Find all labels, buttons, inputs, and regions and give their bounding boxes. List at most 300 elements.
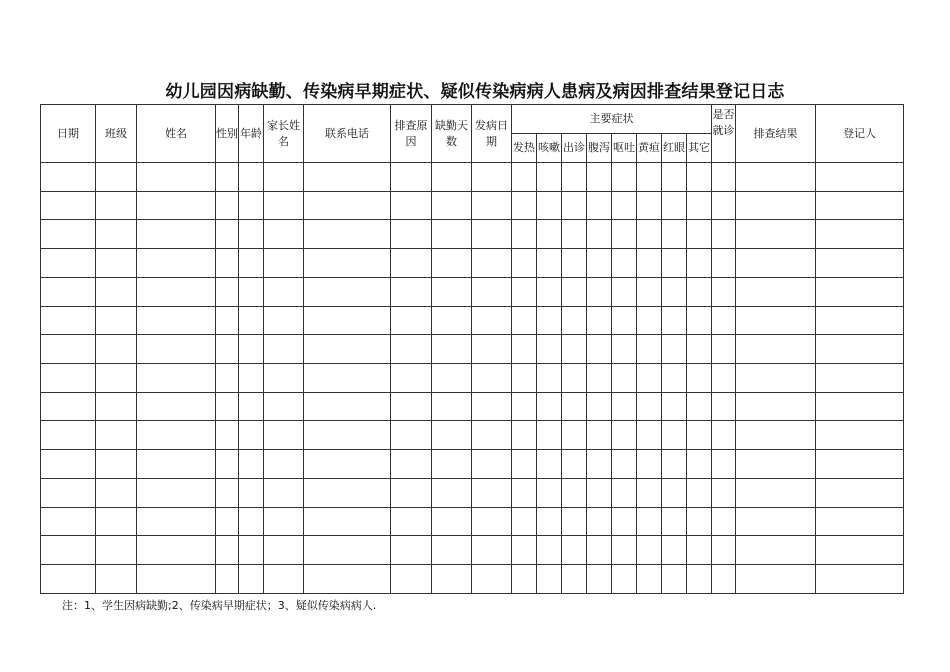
table-cell[interactable] (816, 507, 904, 536)
table-cell[interactable] (472, 392, 512, 421)
table-cell[interactable] (587, 277, 612, 306)
table-cell[interactable] (712, 306, 736, 335)
table-cell[interactable] (96, 306, 137, 335)
table-cell[interactable] (264, 220, 304, 249)
table-cell[interactable] (537, 306, 562, 335)
table-cell[interactable] (612, 249, 637, 278)
table-cell[interactable] (712, 565, 736, 594)
table-cell[interactable] (432, 220, 472, 249)
table-cell[interactable] (304, 277, 391, 306)
table-cell[interactable] (712, 277, 736, 306)
table-cell[interactable] (612, 220, 637, 249)
table-cell[interactable] (687, 507, 712, 536)
table-cell[interactable] (239, 249, 264, 278)
table-cell[interactable] (239, 220, 264, 249)
table-cell[interactable] (537, 249, 562, 278)
table-cell[interactable] (587, 565, 612, 594)
table-cell[interactable] (612, 335, 637, 364)
table-cell[interactable] (562, 507, 587, 536)
table-cell[interactable] (612, 450, 637, 479)
table-cell[interactable] (41, 220, 96, 249)
table-cell[interactable] (736, 249, 816, 278)
table-cell[interactable] (736, 364, 816, 393)
table-cell[interactable] (662, 163, 687, 192)
table-cell[interactable] (512, 249, 537, 278)
table-cell[interactable] (239, 306, 264, 335)
table-cell[interactable] (41, 536, 96, 565)
table-cell[interactable] (239, 421, 264, 450)
table-cell[interactable] (264, 536, 304, 565)
table-cell[interactable] (562, 565, 587, 594)
table-cell[interactable] (512, 536, 537, 565)
table-cell[interactable] (637, 335, 662, 364)
table-cell[interactable] (216, 478, 239, 507)
table-cell[interactable] (662, 249, 687, 278)
table-cell[interactable] (216, 306, 239, 335)
table-cell[interactable] (662, 220, 687, 249)
table-cell[interactable] (472, 364, 512, 393)
table-cell[interactable] (432, 163, 472, 192)
table-cell[interactable] (537, 364, 562, 393)
table-cell[interactable] (304, 450, 391, 479)
table-cell[interactable] (562, 364, 587, 393)
table-cell[interactable] (472, 306, 512, 335)
table-cell[interactable] (537, 163, 562, 192)
table-cell[interactable] (41, 450, 96, 479)
table-cell[interactable] (537, 191, 562, 220)
table-cell[interactable] (216, 364, 239, 393)
table-cell[interactable] (816, 163, 904, 192)
table-cell[interactable] (137, 565, 216, 594)
table-cell[interactable] (816, 335, 904, 364)
table-cell[interactable] (736, 220, 816, 249)
table-cell[interactable] (687, 392, 712, 421)
table-cell[interactable] (239, 478, 264, 507)
table-cell[interactable] (41, 163, 96, 192)
table-cell[interactable] (391, 392, 432, 421)
table-cell[interactable] (712, 421, 736, 450)
table-cell[interactable] (736, 277, 816, 306)
table-cell[interactable] (96, 565, 137, 594)
table-cell[interactable] (637, 163, 662, 192)
table-cell[interactable] (816, 565, 904, 594)
table-cell[interactable] (304, 335, 391, 364)
table-cell[interactable] (472, 478, 512, 507)
table-cell[interactable] (304, 364, 391, 393)
table-cell[interactable] (562, 421, 587, 450)
table-cell[interactable] (637, 220, 662, 249)
table-cell[interactable] (662, 306, 687, 335)
table-cell[interactable] (239, 335, 264, 364)
table-cell[interactable] (391, 220, 432, 249)
table-cell[interactable] (216, 335, 239, 364)
table-cell[interactable] (712, 392, 736, 421)
table-cell[interactable] (264, 163, 304, 192)
table-cell[interactable] (637, 478, 662, 507)
table-cell[interactable] (239, 364, 264, 393)
table-cell[interactable] (264, 392, 304, 421)
table-cell[interactable] (662, 478, 687, 507)
table-cell[interactable] (239, 392, 264, 421)
table-cell[interactable] (537, 536, 562, 565)
table-cell[interactable] (432, 191, 472, 220)
table-cell[interactable] (662, 277, 687, 306)
table-cell[interactable] (662, 421, 687, 450)
table-cell[interactable] (472, 335, 512, 364)
table-cell[interactable] (612, 191, 637, 220)
table-cell[interactable] (687, 478, 712, 507)
table-cell[interactable] (391, 249, 432, 278)
table-cell[interactable] (391, 421, 432, 450)
table-cell[interactable] (432, 565, 472, 594)
table-cell[interactable] (562, 392, 587, 421)
table-cell[interactable] (472, 249, 512, 278)
table-cell[interactable] (736, 421, 816, 450)
table-cell[interactable] (432, 421, 472, 450)
table-cell[interactable] (216, 392, 239, 421)
table-cell[interactable] (432, 249, 472, 278)
table-cell[interactable] (687, 306, 712, 335)
table-cell[interactable] (562, 536, 587, 565)
table-cell[interactable] (612, 392, 637, 421)
table-cell[interactable] (537, 478, 562, 507)
table-cell[interactable] (216, 277, 239, 306)
table-cell[interactable] (612, 277, 637, 306)
table-cell[interactable] (96, 191, 137, 220)
table-cell[interactable] (41, 364, 96, 393)
table-cell[interactable] (304, 191, 391, 220)
table-cell[interactable] (216, 191, 239, 220)
table-cell[interactable] (264, 565, 304, 594)
table-cell[interactable] (304, 249, 391, 278)
table-cell[interactable] (816, 220, 904, 249)
table-cell[interactable] (662, 364, 687, 393)
table-cell[interactable] (816, 536, 904, 565)
table-cell[interactable] (304, 220, 391, 249)
table-cell[interactable] (264, 277, 304, 306)
table-cell[interactable] (687, 450, 712, 479)
table-cell[interactable] (662, 565, 687, 594)
table-cell[interactable] (537, 450, 562, 479)
table-cell[interactable] (264, 478, 304, 507)
table-cell[interactable] (587, 421, 612, 450)
table-cell[interactable] (96, 421, 137, 450)
table-cell[interactable] (472, 191, 512, 220)
table-cell[interactable] (816, 191, 904, 220)
table-cell[interactable] (612, 306, 637, 335)
table-cell[interactable] (512, 392, 537, 421)
table-cell[interactable] (816, 364, 904, 393)
table-cell[interactable] (216, 163, 239, 192)
table-cell[interactable] (137, 450, 216, 479)
table-cell[interactable] (612, 536, 637, 565)
table-cell[interactable] (472, 421, 512, 450)
table-cell[interactable] (712, 478, 736, 507)
table-cell[interactable] (472, 507, 512, 536)
table-cell[interactable] (239, 450, 264, 479)
table-cell[interactable] (391, 565, 432, 594)
table-cell[interactable] (512, 565, 537, 594)
table-cell[interactable] (264, 364, 304, 393)
table-cell[interactable] (587, 478, 612, 507)
table-cell[interactable] (137, 392, 216, 421)
table-cell[interactable] (264, 306, 304, 335)
table-cell[interactable] (41, 421, 96, 450)
table-cell[interactable] (41, 507, 96, 536)
table-cell[interactable] (562, 277, 587, 306)
table-cell[interactable] (304, 163, 391, 192)
table-cell[interactable] (612, 163, 637, 192)
table-cell[interactable] (712, 335, 736, 364)
table-cell[interactable] (137, 191, 216, 220)
table-cell[interactable] (41, 249, 96, 278)
table-cell[interactable] (137, 249, 216, 278)
table-cell[interactable] (432, 507, 472, 536)
table-cell[interactable] (587, 220, 612, 249)
table-cell[interactable] (712, 163, 736, 192)
table-cell[interactable] (216, 450, 239, 479)
table-cell[interactable] (41, 478, 96, 507)
table-cell[interactable] (612, 507, 637, 536)
table-cell[interactable] (562, 191, 587, 220)
table-cell[interactable] (432, 536, 472, 565)
table-cell[interactable] (391, 450, 432, 479)
table-cell[interactable] (687, 220, 712, 249)
table-cell[interactable] (96, 478, 137, 507)
table-cell[interactable] (216, 249, 239, 278)
table-cell[interactable] (96, 249, 137, 278)
table-cell[interactable] (712, 536, 736, 565)
table-cell[interactable] (391, 163, 432, 192)
table-cell[interactable] (562, 163, 587, 192)
table-cell[interactable] (736, 191, 816, 220)
table-cell[interactable] (537, 277, 562, 306)
table-cell[interactable] (637, 249, 662, 278)
table-cell[interactable] (512, 163, 537, 192)
table-cell[interactable] (736, 536, 816, 565)
table-cell[interactable] (41, 306, 96, 335)
table-cell[interactable] (96, 335, 137, 364)
table-cell[interactable] (687, 191, 712, 220)
table-cell[interactable] (587, 450, 612, 479)
table-cell[interactable] (96, 450, 137, 479)
table-cell[interactable] (137, 306, 216, 335)
table-cell[interactable] (637, 565, 662, 594)
table-cell[interactable] (637, 421, 662, 450)
table-cell[interactable] (304, 536, 391, 565)
table-cell[interactable] (816, 306, 904, 335)
table-cell[interactable] (96, 277, 137, 306)
table-cell[interactable] (137, 536, 216, 565)
table-cell[interactable] (264, 507, 304, 536)
table-cell[interactable] (432, 478, 472, 507)
table-cell[interactable] (96, 536, 137, 565)
table-cell[interactable] (736, 478, 816, 507)
table-cell[interactable] (41, 277, 96, 306)
table-cell[interactable] (137, 163, 216, 192)
table-cell[interactable] (264, 191, 304, 220)
table-cell[interactable] (512, 220, 537, 249)
table-cell[interactable] (432, 392, 472, 421)
table-cell[interactable] (562, 306, 587, 335)
table-cell[interactable] (391, 306, 432, 335)
table-cell[interactable] (512, 364, 537, 393)
table-cell[interactable] (637, 364, 662, 393)
table-cell[interactable] (137, 507, 216, 536)
table-cell[interactable] (712, 191, 736, 220)
table-cell[interactable] (304, 421, 391, 450)
table-cell[interactable] (137, 220, 216, 249)
table-cell[interactable] (239, 507, 264, 536)
table-cell[interactable] (391, 335, 432, 364)
table-cell[interactable] (137, 478, 216, 507)
table-cell[interactable] (612, 565, 637, 594)
table-cell[interactable] (264, 335, 304, 364)
table-cell[interactable] (432, 277, 472, 306)
table-cell[interactable] (687, 163, 712, 192)
table-cell[interactable] (512, 277, 537, 306)
table-cell[interactable] (96, 392, 137, 421)
table-cell[interactable] (612, 364, 637, 393)
table-cell[interactable] (472, 220, 512, 249)
table-cell[interactable] (612, 478, 637, 507)
table-cell[interactable] (216, 536, 239, 565)
table-cell[interactable] (391, 277, 432, 306)
table-cell[interactable] (587, 163, 612, 192)
table-cell[interactable] (537, 392, 562, 421)
table-cell[interactable] (637, 450, 662, 479)
table-cell[interactable] (712, 220, 736, 249)
table-cell[interactable] (712, 450, 736, 479)
table-cell[interactable] (512, 335, 537, 364)
table-cell[interactable] (216, 421, 239, 450)
table-cell[interactable] (264, 249, 304, 278)
table-cell[interactable] (736, 565, 816, 594)
table-cell[interactable] (216, 507, 239, 536)
table-cell[interactable] (304, 306, 391, 335)
table-cell[interactable] (137, 421, 216, 450)
table-cell[interactable] (736, 163, 816, 192)
table-cell[interactable] (537, 565, 562, 594)
table-cell[interactable] (736, 306, 816, 335)
table-cell[interactable] (96, 364, 137, 393)
table-cell[interactable] (637, 191, 662, 220)
table-cell[interactable] (512, 450, 537, 479)
table-cell[interactable] (512, 306, 537, 335)
table-cell[interactable] (736, 507, 816, 536)
table-cell[interactable] (662, 335, 687, 364)
table-cell[interactable] (562, 450, 587, 479)
table-cell[interactable] (96, 220, 137, 249)
table-cell[interactable] (432, 450, 472, 479)
table-cell[interactable] (637, 306, 662, 335)
table-cell[interactable] (512, 507, 537, 536)
table-cell[interactable] (472, 565, 512, 594)
table-cell[interactable] (537, 335, 562, 364)
table-cell[interactable] (391, 191, 432, 220)
table-cell[interactable] (512, 421, 537, 450)
table-cell[interactable] (562, 220, 587, 249)
table-cell[interactable] (816, 478, 904, 507)
table-cell[interactable] (816, 450, 904, 479)
table-cell[interactable] (736, 392, 816, 421)
table-cell[interactable] (432, 364, 472, 393)
table-cell[interactable] (391, 536, 432, 565)
table-cell[interactable] (391, 507, 432, 536)
table-cell[interactable] (587, 249, 612, 278)
table-cell[interactable] (239, 191, 264, 220)
table-cell[interactable] (432, 335, 472, 364)
table-cell[interactable] (712, 507, 736, 536)
table-cell[interactable] (816, 277, 904, 306)
table-cell[interactable] (562, 335, 587, 364)
table-cell[interactable] (304, 507, 391, 536)
table-cell[interactable] (587, 191, 612, 220)
table-cell[interactable] (239, 163, 264, 192)
table-cell[interactable] (239, 536, 264, 565)
table-cell[interactable] (41, 335, 96, 364)
table-cell[interactable] (736, 335, 816, 364)
table-cell[interactable] (587, 536, 612, 565)
table-cell[interactable] (41, 565, 96, 594)
table-cell[interactable] (587, 507, 612, 536)
table-cell[interactable] (712, 249, 736, 278)
table-cell[interactable] (137, 364, 216, 393)
table-cell[interactable] (662, 507, 687, 536)
table-cell[interactable] (512, 191, 537, 220)
table-cell[interactable] (216, 220, 239, 249)
table-cell[interactable] (264, 450, 304, 479)
table-cell[interactable] (662, 536, 687, 565)
table-cell[interactable] (587, 364, 612, 393)
table-cell[interactable] (96, 163, 137, 192)
table-cell[interactable] (662, 450, 687, 479)
table-cell[interactable] (637, 507, 662, 536)
table-cell[interactable] (96, 507, 137, 536)
table-cell[interactable] (137, 277, 216, 306)
table-cell[interactable] (432, 306, 472, 335)
table-cell[interactable] (687, 565, 712, 594)
table-cell[interactable] (662, 191, 687, 220)
table-cell[interactable] (687, 335, 712, 364)
table-cell[interactable] (587, 306, 612, 335)
table-cell[interactable] (304, 565, 391, 594)
table-cell[interactable] (537, 507, 562, 536)
table-cell[interactable] (736, 450, 816, 479)
table-cell[interactable] (816, 421, 904, 450)
table-cell[interactable] (687, 364, 712, 393)
table-cell[interactable] (687, 421, 712, 450)
table-cell[interactable] (637, 392, 662, 421)
table-cell[interactable] (637, 536, 662, 565)
table-cell[interactable] (562, 478, 587, 507)
table-cell[interactable] (537, 421, 562, 450)
table-cell[interactable] (137, 335, 216, 364)
table-cell[interactable] (712, 364, 736, 393)
table-cell[interactable] (687, 249, 712, 278)
table-cell[interactable] (562, 249, 587, 278)
table-cell[interactable] (587, 392, 612, 421)
table-cell[interactable] (687, 277, 712, 306)
table-cell[interactable] (662, 392, 687, 421)
table-cell[interactable] (216, 565, 239, 594)
table-cell[interactable] (391, 364, 432, 393)
table-cell[interactable] (304, 392, 391, 421)
table-cell[interactable] (816, 249, 904, 278)
table-cell[interactable] (537, 220, 562, 249)
table-cell[interactable] (472, 277, 512, 306)
table-cell[interactable] (637, 277, 662, 306)
